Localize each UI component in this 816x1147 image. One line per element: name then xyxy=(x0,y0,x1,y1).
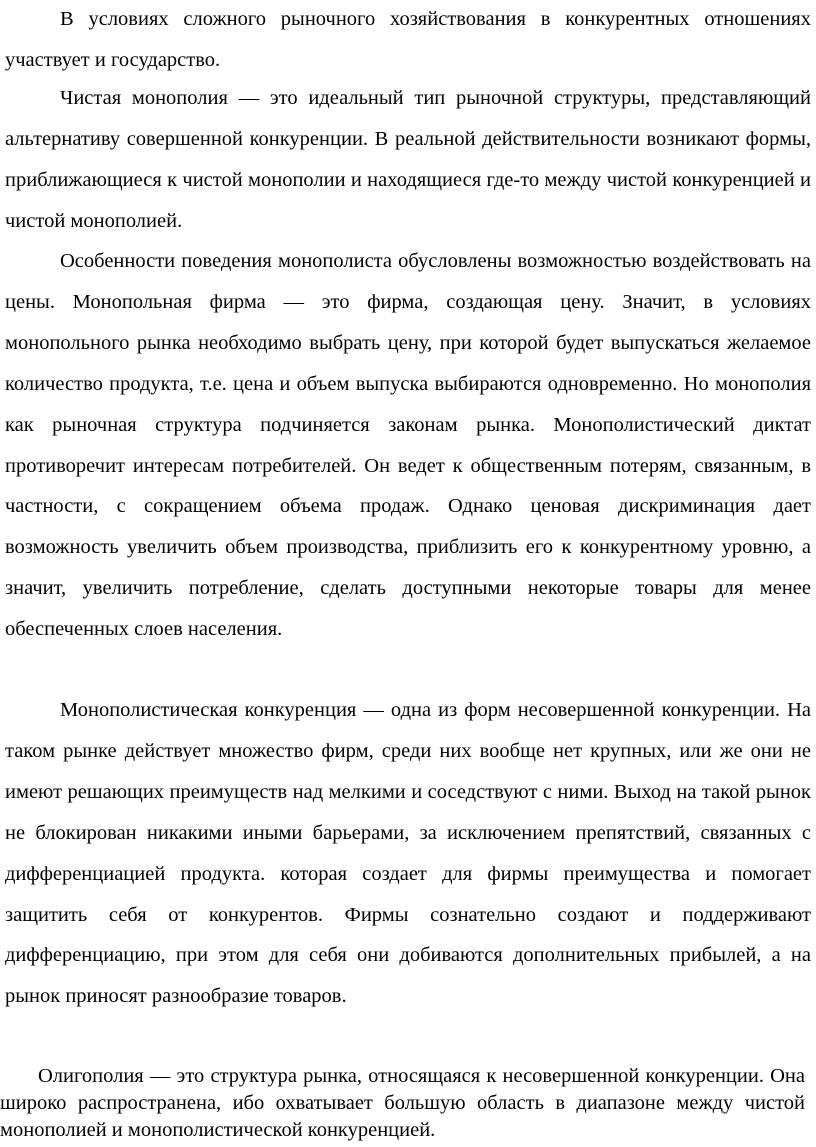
paragraph-monopolistic-competition: Монополистическая конкуренция — одна из форм несовершенной конкуренции. На таком рынке действует множество фирм, среди них вообще нет крупных, или же они не имеют решающих преимуществ над мелкими и соседствуют с ними. Выход на такой рынок не блокирован никакими иными барьерами, за исключением препятствий, связанных с дифференциацией продукта. которая создает для фирмы преимущества и помогает защитить себя от конкурентов. Фирмы сознательно создают и поддерживают дифференциацию, при этом для себя они добиваются дополнительных прибылей, а на рынок приносят разнообразие товаров. xyxy=(5,699,811,1008)
paragraph-pure-monopoly: Чистая монополия — это идеальный тип рыночной структуры, представляющий альтернативу совершенной конкуренции. В реальной действительности возникают формы, приближающиеся к чистой монополии и находящиеся где-то между чистой конкуренцией и чистой монополией. xyxy=(5,87,811,232)
paragraph-oligopoly: Олигополия — это структура рынка, относящаяся к несовершенной конкуренции. Она широко распространена, ибо охватывает большую область в диапазоне между чистой монополией и монополистической конкуренцией. xyxy=(0,1065,805,1141)
paragraph-state-competition: В условиях сложного рыночного хозяйствования в конкурентных отношениях участвует и государство. xyxy=(5,8,811,71)
paragraph-monopolist-behavior: Особенности поведения монополиста обусловлены возможностью воздействовать на цены. Монопольная фирма — это фирма, создающая цену. Значит, в условиях монопольного рынка необходимо выбрать цену, при которой будет выпускаться желаемое количество продукта, т.е. цена и объем выпуска выбираются одновременно. Но монополия как рыночная структура подчиняется законам рынка. Монополистический диктат противоречит интересам потребителей. Он ведет к общественным потерям, связанным, в частности, с сокращением объема продаж. Однако ценовая дискриминация дает возможность увеличить объем производства, приблизить его к конкурентному уровню, а значит, увеличить потребление, сделать доступными некоторые товары для менее обеспеченных слоев населения. xyxy=(5,250,811,641)
